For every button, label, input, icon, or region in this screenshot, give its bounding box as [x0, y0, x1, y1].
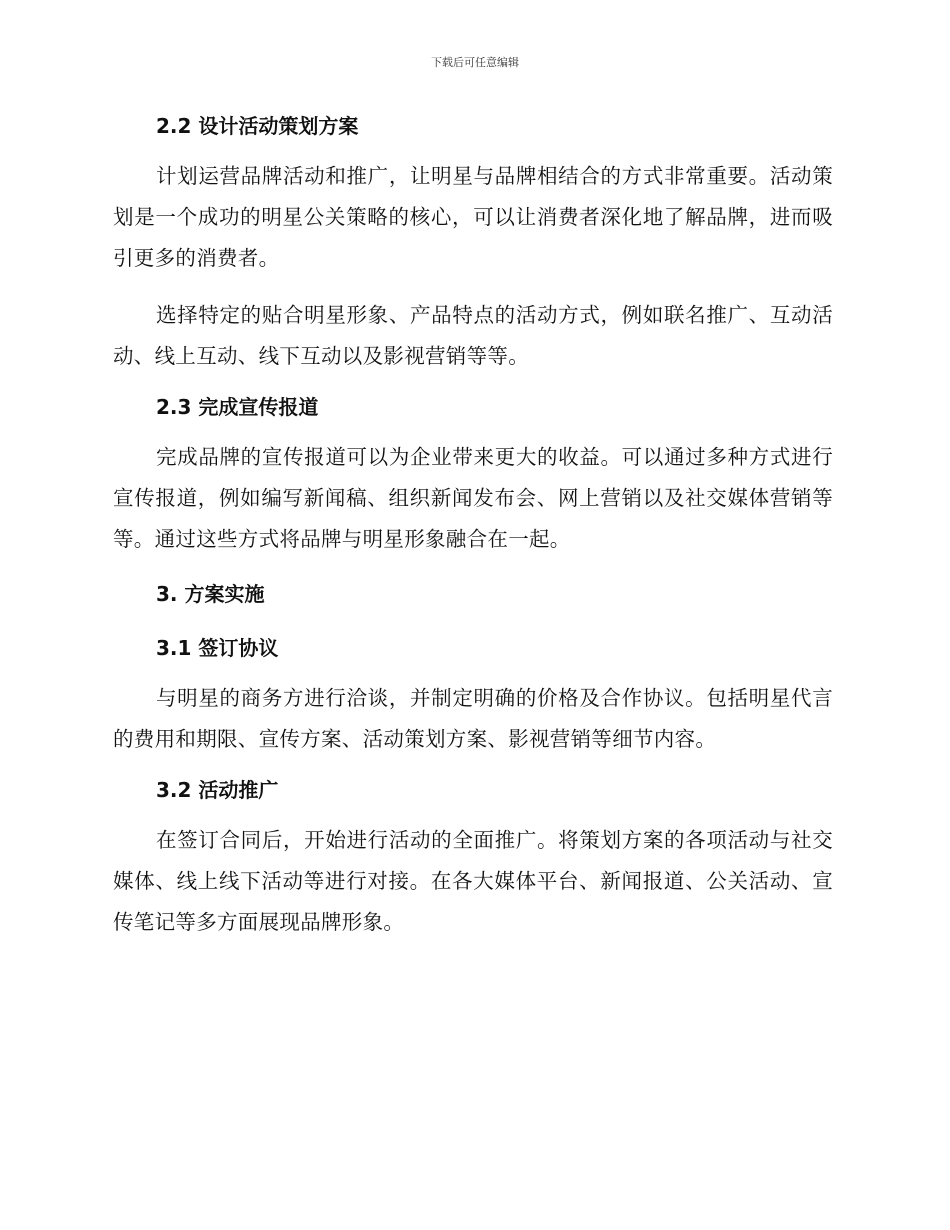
section-2-2-paragraph-2: 选择特定的贴合明星形象、产品特点的活动方式，例如联名推广、互动活动、线上互动、线下互动以及影视营销等等。: [113, 303, 833, 368]
section-heading-2-3: 2.3 完成宣传报道: [156, 395, 319, 419]
section-heading-3-1: 3.1 签订协议: [156, 636, 279, 660]
section-2-2-paragraph-1: 计划运营品牌活动和推广，让明星与品牌相结合的方式非常重要。活动策划是一个成功的明星公关策略的核心，可以让消费者深化地了解品牌，进而吸引更多的消费者。: [113, 164, 833, 270]
section-3-1-paragraph-1: 与明星的商务方进行洽谈，并制定明确的价格及合作协议。包括明星代言的费用和期限、宣传方案、活动策划方案、影视营销等细节内容。: [113, 686, 833, 751]
section-heading-3: 3. 方案实施: [156, 582, 265, 606]
page-header-note: 下载后可任意编辑: [431, 56, 519, 69]
document-body: [113, 112, 833, 943]
section-heading-2-2: 2.2 设计活动策划方案: [156, 114, 359, 138]
section-heading-3-2: 3.2 活动推广: [156, 778, 279, 802]
section-3-2-paragraph-1: 在签订合同后，开始进行活动的全面推广。将策划方案的各项活动与社交媒体、线上线下活动等进行对接。在各大媒体平台、新闻报道、公关活动、宣传笔记等多方面展现品牌形象。: [113, 828, 833, 934]
section-2-3-paragraph-1: 完成品牌的宣传报道可以为企业带来更大的收益。可以通过多种方式进行宣传报道，例如编写新闻稿、组织新闻发布会、网上营销以及社交媒体营销等等。通过这些方式将品牌与明星形象融合在一起。: [113, 445, 833, 551]
